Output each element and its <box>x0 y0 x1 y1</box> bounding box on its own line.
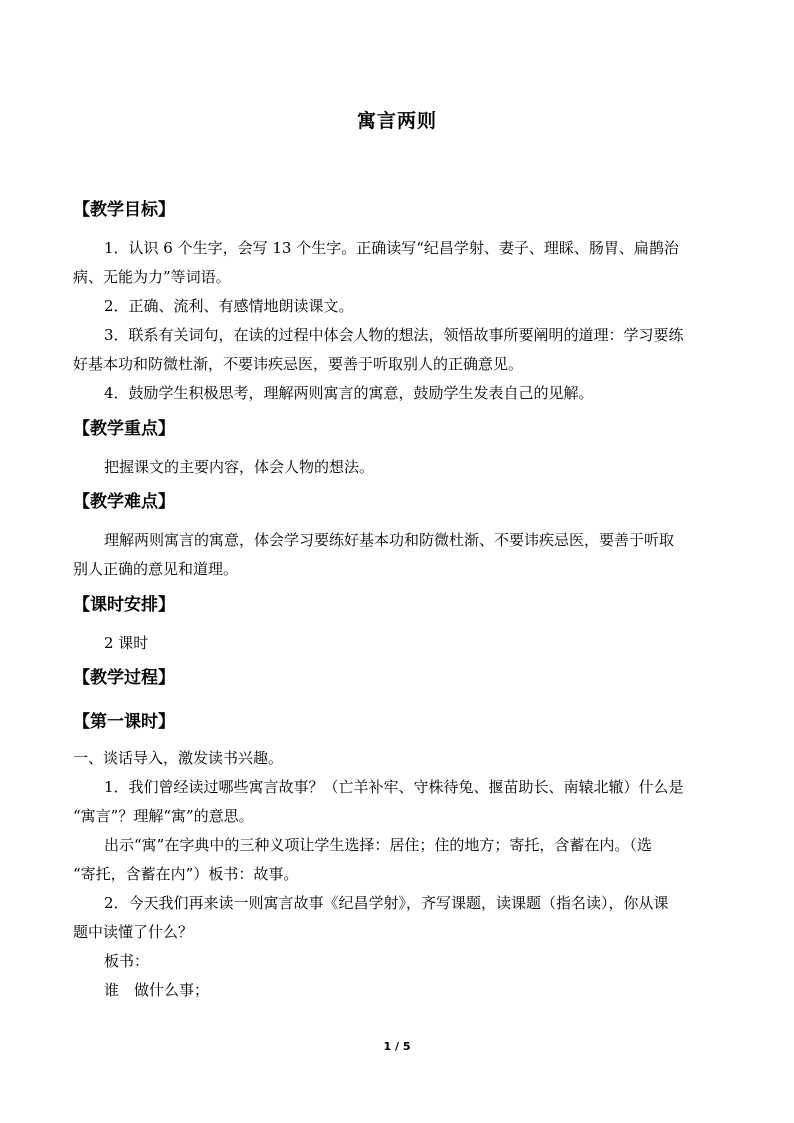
page-number: 1 / 5 <box>383 1040 411 1053</box>
lesson-line: 谁 做什么事； <box>104 981 210 999</box>
heading-schedule: 【课时安排】 <box>73 595 175 615</box>
heading-key-points: 【教学重点】 <box>73 419 175 439</box>
heading-objectives: 【教学目标】 <box>73 200 175 220</box>
lesson-line: 出示“寓”在字典中的三种义项让学生选择：居住；住的地方；寄托，含蓄在内。（选 <box>104 836 652 854</box>
lesson-line: 2．今天我们再来读一则寓言故事《纪昌学射》，齐写课题，读课题（指名读），你从课 <box>104 894 669 912</box>
objective-line: 1．认识 6 个生字，会写 13 个生字。正确读写“纪昌学射、妻子、理睬、肠胃、扁鹊治 <box>104 239 679 257</box>
objective-line: 3．联系有关词句，在读的过程中体会人物的想法，领悟故事所要阐明的道理：学习要练 <box>104 326 684 344</box>
difficulty-line: 别人正确的意见和道理。 <box>73 560 239 578</box>
lesson-line: “寄托，含蓄在内”）板书：故事。 <box>73 865 299 883</box>
objective-line: 2．正确、流利、有感情地朗读课文。 <box>104 297 354 315</box>
document-title: 寓言两则 <box>356 110 437 132</box>
heading-first-lesson: 【第一课时】 <box>73 712 175 732</box>
lesson-line: “寓言”？理解“寓”的意思。 <box>73 807 254 825</box>
lesson-line: 板书： <box>104 952 150 970</box>
schedule-line: 2 课时 <box>104 634 149 652</box>
objective-line: 好基本功和防微杜渐，不要讳疾忌医，要善于听取别人的正确意见。 <box>73 355 524 373</box>
key-point-line: 把握课文的主要内容，体会人物的想法。 <box>104 458 375 476</box>
objective-line: 病、无能为力”等词语。 <box>73 268 231 286</box>
heading-difficulties: 【教学难点】 <box>73 492 175 512</box>
lesson-line: 题中读懂了什么？ <box>73 923 194 941</box>
objective-line: 4．鼓励学生积极思考，理解两则寓言的寓意，鼓励学生发表自己的见解。 <box>104 384 594 402</box>
lesson-line: 1．我们曾经读过哪些寓言故事？（亡羊补牢、守株待兔、揠苗助长、南辕北辙）什么是 <box>104 778 684 796</box>
difficulty-line: 理解两则寓言的寓意，体会学习要练好基本功和防微杜渐、不要讳疾忌医，要善于听取 <box>104 531 675 549</box>
lesson-line: 一、谈话导入，激发读书兴趣。 <box>73 749 284 767</box>
heading-process: 【教学过程】 <box>73 668 175 688</box>
